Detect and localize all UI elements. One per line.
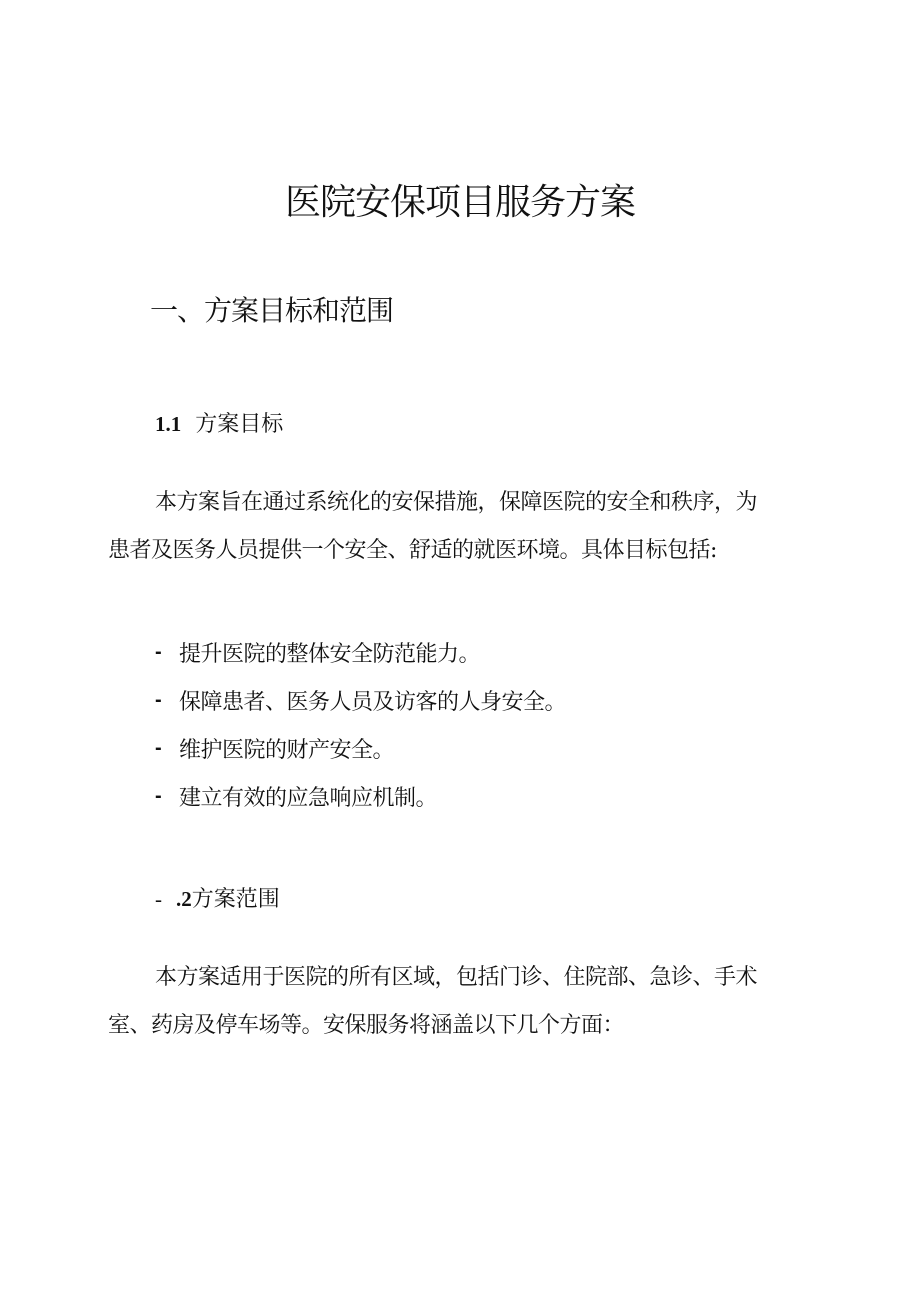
list-item-text: 建立有效的应急响应机制。	[179, 785, 438, 811]
section-heading-goals-and-scope: 一、方案目标和范围	[150, 294, 394, 327]
subsection-prefix: -	[155, 887, 162, 911]
paragraph-scope-intro	[108, 954, 808, 1050]
list-item	[155, 724, 566, 772]
list-bullet: -	[155, 736, 162, 759]
paragraph-goals-intro	[108, 479, 808, 575]
subsection-number: .2	[176, 887, 192, 911]
paragraph-line: 本方案适用于医院的所有区域，包括门诊、住院部、急诊、手术	[155, 965, 758, 990]
list-item	[155, 628, 566, 676]
paragraph-line: 患者及医务人员提供一个安全、舒适的就医环境。具体目标包括:	[108, 538, 717, 563]
list-bullet: -	[155, 784, 162, 807]
list-item-text: 提升医院的整体安全防范能力。	[179, 641, 481, 667]
list-item-text: 保障患者、医务人员及访客的人身安全。	[179, 689, 567, 715]
document-title: 医院安保项目服务方案	[284, 182, 635, 223]
goals-list	[155, 628, 566, 820]
subsection-heading-goals	[155, 408, 283, 441]
subsection-title: 方案范围	[191, 887, 280, 912]
list-item-text: 维护医院的财产安全。	[179, 737, 395, 763]
paragraph-line: 室、药房及停车场等。安保服务将涵盖以下几个方面：	[108, 1013, 625, 1038]
paragraph-line: 本方案旨在通过系统化的安保措施，保障医院的安全和秩序，为	[155, 490, 758, 515]
subsection-title: 方案目标	[195, 412, 284, 437]
list-bullet: -	[155, 640, 162, 663]
list-bullet: -	[155, 688, 162, 711]
subsection-heading-scope	[155, 883, 280, 916]
subsection-number: 1.1	[155, 412, 182, 436]
list-item	[155, 676, 566, 724]
list-item	[155, 772, 566, 820]
